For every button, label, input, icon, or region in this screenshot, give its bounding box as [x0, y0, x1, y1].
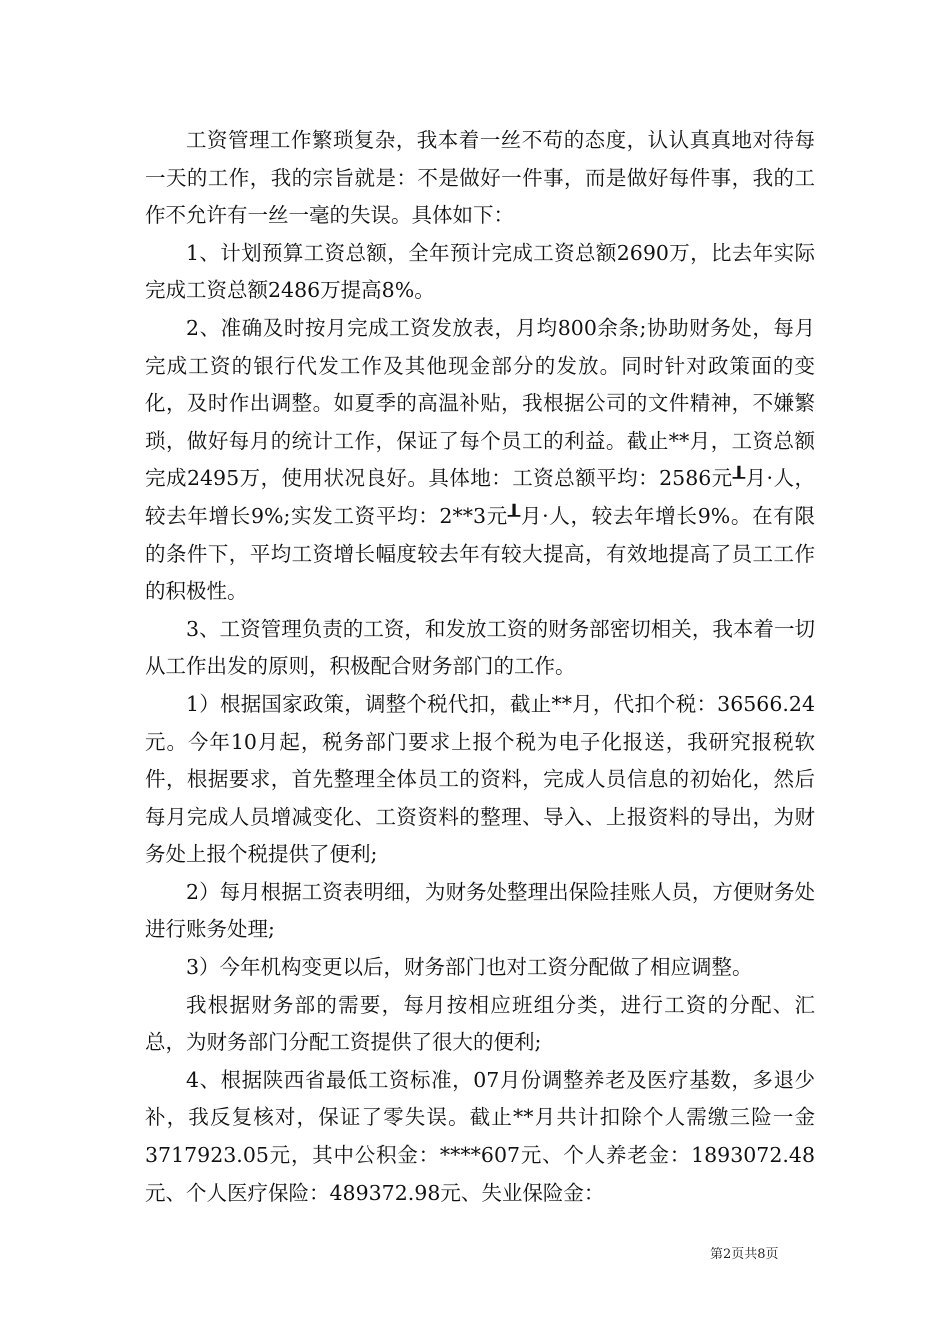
paragraph-intro: 工资管理工作繁琐复杂，我本着一丝不苟的态度，认认真真地对待每一天的工作，我的宗旨就是：不是做好一件事，而是做好每件事，我的工作不允许有一丝一毫的失误。具体如下：	[145, 128, 815, 228]
paragraph-item-2: 2、准确及时按月完成工资发放表，月均800余条;协助财务处，每月完成工资的银行代发工作及其他现金部分的发放。同时针对政策面的变化，及时作出调整。如夏季的高温补贴，我根据公司的文件精神，不嫌繁琐，做好每月的统计工作，保证了每个员工的利益。截止**月，工资总额完成2495万，使用状况良好。具体地：工资总额平均：2586元┸月·人，较去年增长9%;实发工资平均：2**3元┸月·人，较去年增长9%。在有限的条件下，平均工资增长幅度较去年有较大提高，有效地提高了员工工作的积极性。	[145, 315, 815, 604]
document-body	[145, 122, 815, 1212]
page-footer: 第2页共8页	[710, 1247, 779, 1262]
paragraph-subitem-3-detail: 我根据财务部的需要，每月按相应班组分类，进行工资的分配、汇总，为财务部门分配工资提供了很大的便利;	[145, 992, 815, 1055]
paragraph-subitem-1: 1）根据国家政策，调整个税代扣，截止**月，代扣个税：36566.24元。今年10月起，税务部门要求上报个税为电子化报送，我研究报税软件，根据要求，首先整理全体员工的资料，完成人员信息的初始化，然后每月完成人员增减变化、工资资料的整理、导入、上报资料的导出，为财务处上报个税提供了便利;	[145, 691, 815, 867]
paragraph-item-3: 3、工资管理负责的工资，和发放工资的财务部密切相关，我本着一切从工作出发的原则，积极配合财务部门的工作。	[145, 616, 815, 679]
paragraph-item-1: 1、计划预算工资总额，全年预计完成工资总额2690万，比去年实际完成工资总额2486万提高8%。	[145, 240, 815, 303]
paragraph-subitem-3: 3）今年机构变更以后，财务部门也对工资分配做了相应调整。	[186, 955, 753, 980]
paragraph-subitem-2: 2）每月根据工资表明细，为财务处整理出保险挂账人员，方便财务处进行账务处理;	[145, 879, 815, 942]
paragraph-item-4: 4、根据陕西省最低工资标准，07月份调整养老及医疗基数，多退少补，我反复核对，保证了零失误。截止**月共计扣除个人需缴三险一金3717923.05元，其中公积金：****607元、个人养老金：1893072.48元、个人医疗保险：489372.98元、失业保险金：	[145, 1067, 815, 1205]
